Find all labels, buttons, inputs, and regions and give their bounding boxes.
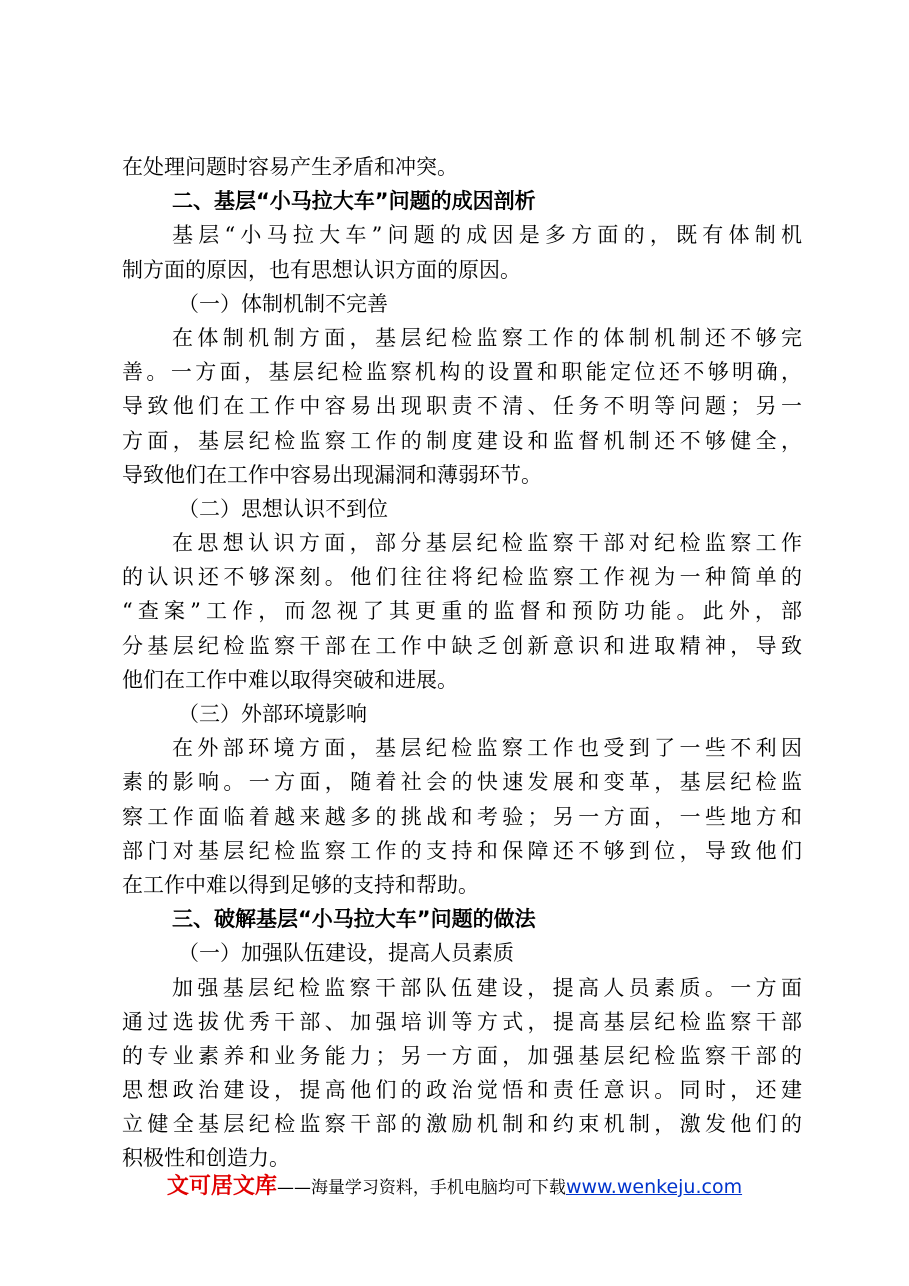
section-heading: 二、基层“小马拉大车”问题的成因剖析	[172, 189, 536, 214]
paragraph-line: 在思想认识方面，部分基层纪检监察干部对纪检监察工作	[172, 531, 802, 556]
paragraph-line: 的认识还不够深刻。他们往往将纪检监察工作视为一种简单的	[122, 565, 802, 590]
paragraph-line: 素的影响。一方面，随着社会的快速发展和变革，基层纪检监	[122, 770, 802, 795]
paragraph-line: 他们在工作中难以取得突破和进展。	[122, 667, 458, 692]
paragraph-line: 在外部环境方面，基层纪检监察工作也受到了一些不利因	[172, 736, 802, 761]
paragraph-line: 思想政治建设，提高他们的政治觉悟和责任意识。同时，还建	[122, 1078, 802, 1103]
paragraph-line: 导致他们在工作中容易出现职责不清、任务不明等问题；另一	[122, 394, 802, 419]
paragraph-line: 部门对基层纪检监察工作的支持和保障还不够到位，导致他们	[122, 838, 802, 863]
paragraph-line: “查案”工作，而忽视了其更重的监督和预防功能。此外，部	[122, 599, 802, 624]
paragraph-line: 方面，基层纪检监察工作的制度建设和监督机制还不够健全，	[122, 428, 802, 453]
document-body	[122, 150, 802, 1176]
paragraph-line: 的专业素养和业务能力；另一方面，加强基层纪检监察干部的	[122, 1043, 802, 1068]
subsection-heading: （一）加强队伍建设，提高人员素质	[178, 941, 514, 966]
paragraph-line: 制方面的原因，也有思想认识方面的原因。	[122, 257, 521, 282]
footer-banner	[0, 1172, 909, 1203]
paragraph-line: 导致他们在工作中容易出现漏洞和薄弱环节。	[122, 462, 542, 487]
paragraph-line: 立健全基层纪检监察干部的激励机制和约束机制，激发他们的	[122, 1112, 802, 1137]
subsection-heading: （三）外部环境影响	[178, 702, 367, 726]
paragraph-line: 善。一方面，基层纪检监察机构的设置和职能定位还不够明确，	[122, 360, 802, 385]
paragraph-line: 察工作面临着越来越多的挑战和考验；另一方面，一些地方和	[122, 804, 802, 829]
subsection-heading: （二）思想认识不到位	[178, 496, 388, 521]
paragraph-line: 加强基层纪检监察干部队伍建设，提高人员素质。一方面	[172, 975, 802, 1000]
footer-brand: 文可居文库	[166, 1174, 277, 1199]
paragraph-line: 基层“小马拉大车”问题的成因是多方面的，既有体制机	[172, 223, 802, 248]
subsection-heading: （一）体制机制不完善	[178, 291, 388, 316]
paragraph-line: 积极性和创造力。	[122, 1146, 290, 1171]
section-heading: 三、破解基层“小马拉大车”问题的做法	[172, 907, 536, 932]
footer-link[interactable]: www.wenkeju.com	[565, 1176, 743, 1198]
footer-text: ——海量学习资料，手机电脑均可下载	[276, 1178, 566, 1198]
paragraph-line: 在处理问题时容易产生矛盾和冲突。	[122, 155, 458, 179]
paragraph-line: 在工作中难以得到足够的支持和帮助。	[122, 872, 479, 897]
paragraph-line: 通过选拔优秀干部、加强培训等方式，提高基层纪检监察干部	[122, 1009, 802, 1034]
paragraph-line: 分基层纪检监察干部在工作中缺乏创新意识和进取精神，导致	[122, 633, 802, 658]
paragraph-line: 在体制机制方面，基层纪检监察工作的体制机制还不够完	[172, 325, 802, 350]
